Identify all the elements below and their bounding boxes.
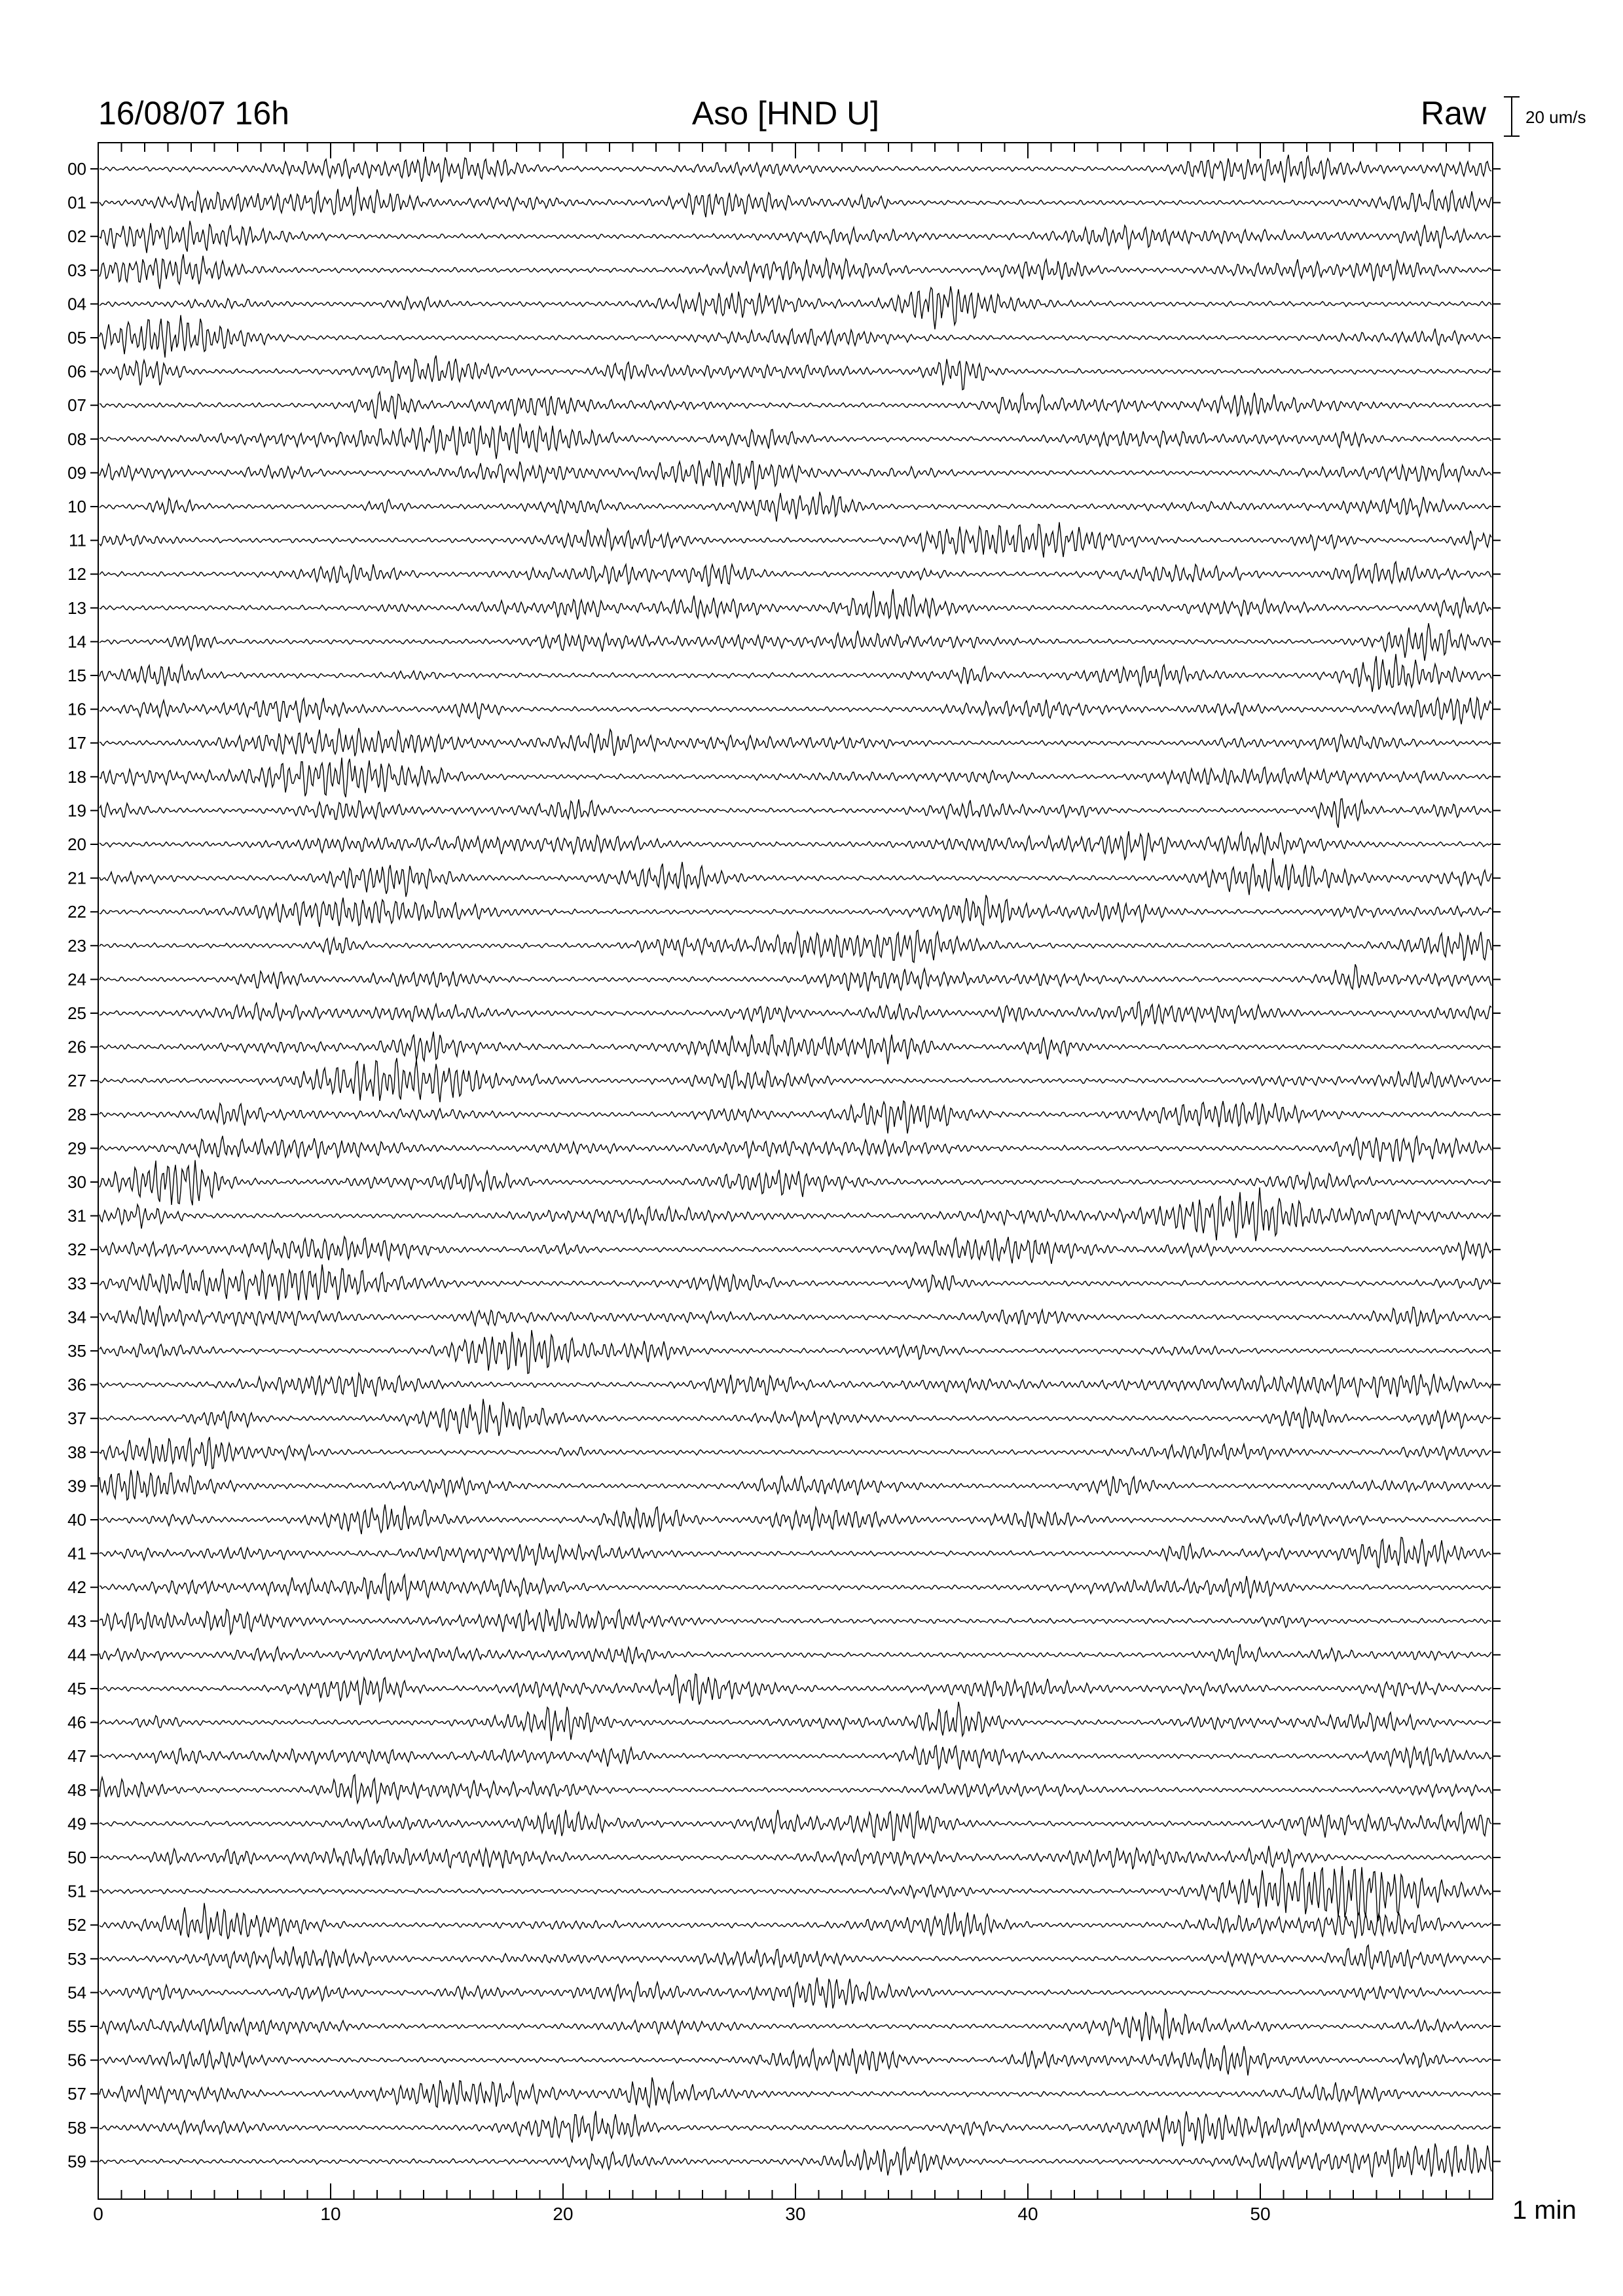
- row-label-17: 17: [67, 733, 86, 753]
- x-tick-label-0: 0: [93, 2204, 103, 2224]
- row-label-38: 38: [67, 1442, 86, 1462]
- x-axis-tick-labels: [93, 2204, 1270, 2224]
- x-axis-label: 1 min: [1512, 2196, 1577, 2225]
- trace-row-03: [100, 254, 1491, 289]
- row-label-32: 32: [67, 1240, 86, 1260]
- trace-row-26: [100, 1031, 1491, 1064]
- row-label-52: 52: [67, 1915, 86, 1935]
- row-label-16: 16: [67, 699, 86, 719]
- x-tick-label-40: 40: [1017, 2204, 1038, 2224]
- trace-row-56: [100, 2045, 1491, 2075]
- row-label-24: 24: [67, 969, 86, 990]
- trace-row-25: [100, 1002, 1491, 1025]
- trace-row-53: [100, 1945, 1491, 1969]
- trace-row-04: [100, 286, 1491, 329]
- row-label-39: 39: [67, 1476, 86, 1496]
- row-label-22: 22: [67, 902, 86, 922]
- row-label-43: 43: [67, 1611, 86, 1631]
- trace-row-51: [100, 1866, 1491, 1922]
- trace-row-48: [100, 1775, 1491, 1803]
- trace-row-39: [100, 1470, 1491, 1500]
- row-label-31: 31: [67, 1206, 86, 1226]
- trace-row-31: [100, 1187, 1491, 1241]
- row-label-26: 26: [67, 1037, 86, 1057]
- row-label-21: 21: [67, 868, 86, 888]
- row-label-57: 57: [67, 2084, 86, 2104]
- trace-row-35: [100, 1330, 1491, 1373]
- row-label-40: 40: [67, 1510, 86, 1530]
- station-title: Aso [HND U]: [691, 95, 880, 132]
- row-label-36: 36: [67, 1374, 86, 1395]
- row-label-28: 28: [67, 1104, 86, 1124]
- trace-row-50: [100, 1846, 1491, 1869]
- trace-row-10: [100, 492, 1491, 522]
- row-label-25: 25: [67, 1003, 86, 1023]
- trace-row-22: [100, 895, 1491, 927]
- x-tick-label-50: 50: [1250, 2204, 1271, 2224]
- row-label-30: 30: [67, 1172, 86, 1192]
- row-label-46: 46: [67, 1712, 86, 1732]
- row-label-01: 01: [67, 192, 86, 213]
- x-tick-label-10: 10: [320, 2204, 341, 2224]
- row-label-51: 51: [67, 1881, 86, 1901]
- trace-row-42: [100, 1573, 1491, 1600]
- trace-row-28: [100, 1101, 1491, 1134]
- trace-row-15: [100, 654, 1491, 692]
- trace-row-06: [100, 355, 1491, 389]
- trace-row-44: [100, 1644, 1491, 1665]
- trace-row-00: [100, 154, 1491, 183]
- trace-row-08: [100, 423, 1491, 459]
- trace-row-55: [100, 2009, 1491, 2041]
- trace-row-19: [100, 798, 1491, 827]
- row-label-14: 14: [67, 632, 86, 652]
- row-label-02: 02: [67, 226, 86, 247]
- trace-row-46: [100, 1702, 1491, 1741]
- trace-row-45: [100, 1674, 1491, 1706]
- trace-row-05: [100, 315, 1491, 357]
- row-label-56: 56: [67, 2050, 86, 2070]
- trace-row-57: [100, 2077, 1491, 2108]
- trace-row-24: [100, 964, 1491, 991]
- row-label-34: 34: [67, 1307, 86, 1327]
- trace-row-33: [100, 1265, 1491, 1301]
- row-label-48: 48: [67, 1780, 86, 1800]
- row-label-20: 20: [67, 834, 86, 854]
- trace-row-21: [100, 858, 1491, 897]
- trace-row-58: [100, 2111, 1491, 2146]
- trace-row-20: [100, 831, 1491, 861]
- row-label-58: 58: [67, 2117, 86, 2138]
- row-labels: [67, 159, 86, 2171]
- row-label-59: 59: [67, 2151, 86, 2172]
- row-label-10: 10: [67, 497, 86, 516]
- trace-row-43: [100, 1608, 1491, 1634]
- row-label-05: 05: [67, 328, 86, 348]
- trace-row-34: [100, 1306, 1491, 1327]
- x-tick-label-30: 30: [785, 2204, 806, 2224]
- row-label-50: 50: [67, 1848, 86, 1867]
- row-label-47: 47: [67, 1746, 86, 1767]
- row-label-13: 13: [67, 598, 86, 618]
- row-label-45: 45: [67, 1679, 86, 1698]
- seismic-traces: [100, 154, 1491, 2177]
- trace-row-41: [100, 1537, 1491, 1568]
- row-label-11: 11: [69, 530, 86, 550]
- row-label-19: 19: [67, 800, 86, 821]
- trace-row-37: [100, 1399, 1491, 1436]
- datetime-label: 16/08/07 16h: [98, 95, 289, 132]
- trace-row-16: [100, 698, 1491, 725]
- trace-row-47: [100, 1746, 1491, 1770]
- trace-row-49: [100, 1810, 1491, 1840]
- row-label-29: 29: [67, 1138, 86, 1158]
- row-label-55: 55: [67, 2017, 86, 2036]
- row-label-33: 33: [67, 1273, 86, 1293]
- row-label-12: 12: [67, 564, 86, 584]
- row-label-54: 54: [67, 1982, 86, 2003]
- row-label-41: 41: [67, 1543, 86, 1564]
- trace-row-36: [100, 1373, 1491, 1398]
- row-label-44: 44: [67, 1645, 86, 1665]
- row-label-00: 00: [67, 159, 86, 179]
- trace-row-23: [100, 930, 1491, 962]
- row-label-03: 03: [67, 260, 86, 280]
- trace-row-07: [100, 392, 1491, 419]
- row-label-23: 23: [67, 935, 86, 956]
- row-label-37: 37: [67, 1408, 86, 1429]
- trace-row-40: [100, 1505, 1491, 1534]
- scale-label: 20 um/s: [1525, 107, 1586, 127]
- row-label-35: 35: [67, 1341, 86, 1361]
- trace-row-32: [100, 1236, 1491, 1264]
- row-label-06: 06: [67, 361, 86, 382]
- mode-label: Raw: [1420, 95, 1486, 132]
- row-label-42: 42: [67, 1577, 86, 1598]
- trace-row-38: [100, 1437, 1491, 1469]
- row-label-08: 08: [67, 429, 86, 449]
- amplitude-scale-bar: [1504, 97, 1520, 136]
- row-label-04: 04: [67, 294, 86, 314]
- trace-row-54: [100, 1977, 1491, 2008]
- trace-row-59: [100, 2144, 1491, 2178]
- trace-row-52: [100, 1903, 1491, 1940]
- trace-row-09: [100, 461, 1491, 490]
- trace-row-02: [100, 221, 1491, 253]
- trace-row-01: [100, 187, 1491, 217]
- row-label-18: 18: [67, 766, 86, 787]
- row-label-07: 07: [67, 395, 86, 416]
- trace-row-12: [100, 562, 1491, 586]
- trace-row-27: [100, 1058, 1491, 1103]
- row-label-53: 53: [67, 1948, 86, 1969]
- row-label-49: 49: [67, 1814, 86, 1834]
- trace-row-14: [100, 623, 1491, 660]
- x-tick-label-20: 20: [553, 2204, 574, 2224]
- plot-frame: [98, 143, 1493, 2199]
- row-label-15: 15: [67, 666, 86, 685]
- trace-row-13: [100, 589, 1491, 620]
- trace-row-11: [100, 522, 1491, 558]
- trace-row-30: [100, 1160, 1491, 1206]
- row-label-27: 27: [67, 1071, 86, 1091]
- x-axis-ticks: [98, 143, 1493, 2199]
- trace-row-29: [100, 1136, 1491, 1163]
- row-label-09: 09: [67, 463, 86, 483]
- trace-row-17: [100, 728, 1491, 756]
- trace-row-18: [100, 758, 1491, 798]
